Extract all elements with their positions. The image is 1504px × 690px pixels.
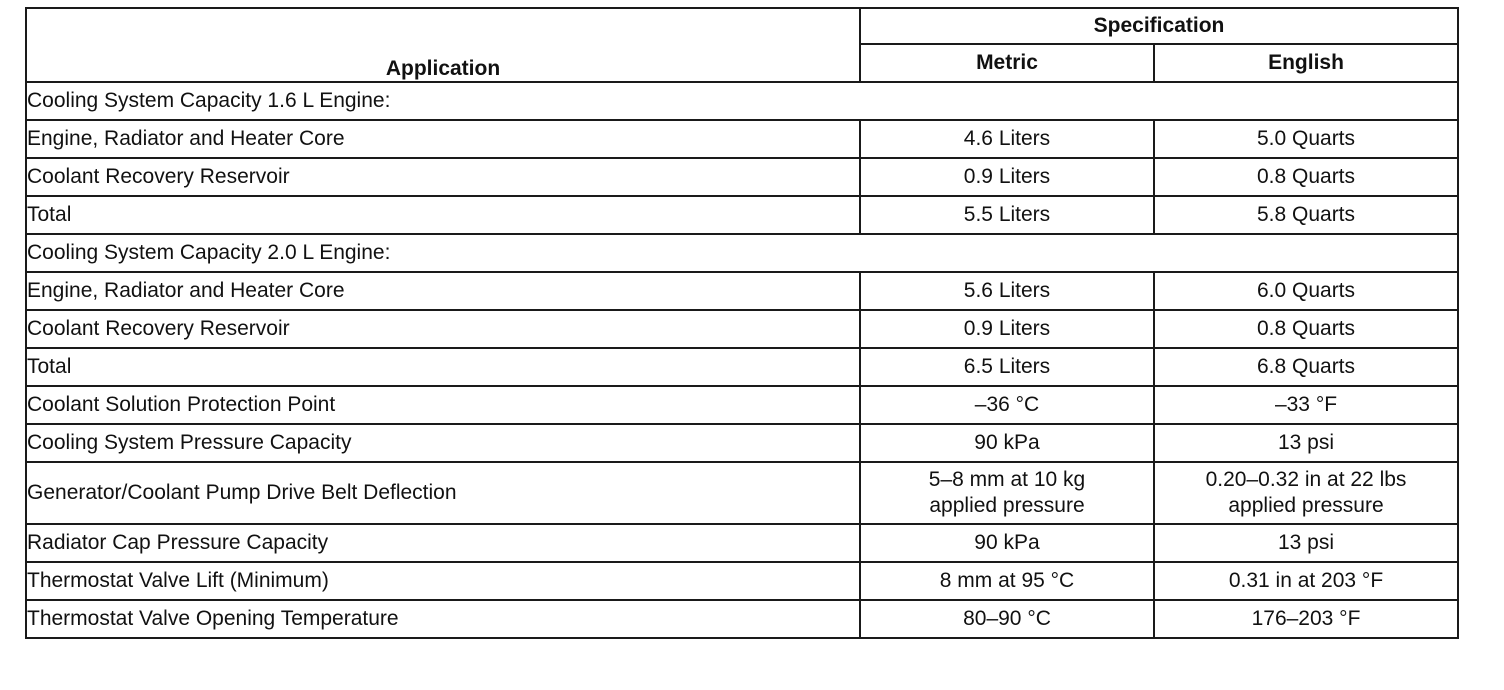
application-cell: Engine, Radiator and Heater Core [26, 120, 860, 158]
english-cell: 176–203 °F [1154, 600, 1458, 638]
table-row [26, 600, 1458, 638]
english-cell: –33 °F [1154, 386, 1458, 424]
table-row [26, 386, 1458, 424]
application-cell: Thermostat Valve Lift (Minimum) [26, 562, 860, 600]
table-row [26, 196, 1458, 234]
table-row [26, 462, 1458, 524]
metric-cell: 90 kPa [860, 424, 1154, 462]
english-cell: 0.8 Quarts [1154, 310, 1458, 348]
section-row [26, 234, 1458, 272]
english-line: applied pressure [1228, 494, 1384, 517]
metric-cell: –36 °C [860, 386, 1154, 424]
english-cell: 5.8 Quarts [1154, 196, 1458, 234]
metric-cell: 4.6 Liters [860, 120, 1154, 158]
metric-cell: 0.9 Liters [860, 310, 1154, 348]
table-row [26, 310, 1458, 348]
english-line: 0.20–0.32 in at 22 lbs [1205, 468, 1407, 491]
metric-header: Metric [860, 44, 1154, 82]
section-row [26, 82, 1458, 120]
metric-cell: 6.5 Liters [860, 348, 1154, 386]
english-cell: 13 psi [1154, 424, 1458, 462]
english-cell: 13 psi [1154, 524, 1458, 562]
metric-cell: 0.9 Liters [860, 158, 1154, 196]
metric-cell [860, 462, 1154, 524]
metric-cell: 90 kPa [860, 524, 1154, 562]
english-cell: 6.8 Quarts [1154, 348, 1458, 386]
section-label: Cooling System Capacity 2.0 L Engine: [26, 234, 1458, 272]
application-cell: Generator/Coolant Pump Drive Belt Deflection [26, 462, 860, 524]
metric-cell: 5.6 Liters [860, 272, 1154, 310]
application-cell: Coolant Solution Protection Point [26, 386, 860, 424]
application-cell: Coolant Recovery Reservoir [26, 158, 860, 196]
application-cell: Engine, Radiator and Heater Core [26, 272, 860, 310]
english-cell [1154, 462, 1458, 524]
specification-header: Specification [860, 8, 1458, 44]
english-cell: 0.8 Quarts [1154, 158, 1458, 196]
application-header: Application [26, 8, 860, 82]
english-cell: 5.0 Quarts [1154, 120, 1458, 158]
table-row [26, 524, 1458, 562]
application-cell: Coolant Recovery Reservoir [26, 310, 860, 348]
application-cell: Total [26, 196, 860, 234]
english-cell: 6.0 Quarts [1154, 272, 1458, 310]
specification-table [25, 7, 1459, 639]
metric-cell: 80–90 °C [860, 600, 1154, 638]
table-row [26, 424, 1458, 462]
application-cell: Cooling System Pressure Capacity [26, 424, 860, 462]
application-cell: Total [26, 348, 860, 386]
header-row-top [26, 8, 1458, 44]
metric-line: 5–8 mm at 10 kg [928, 468, 1086, 491]
table-row [26, 272, 1458, 310]
application-cell: Radiator Cap Pressure Capacity [26, 524, 860, 562]
metric-line: applied pressure [929, 494, 1085, 517]
section-label: Cooling System Capacity 1.6 L Engine: [26, 82, 1458, 120]
application-cell: Thermostat Valve Opening Temperature [26, 600, 860, 638]
table-row [26, 120, 1458, 158]
metric-cell: 8 mm at 95 °C [860, 562, 1154, 600]
table-row [26, 158, 1458, 196]
table-row [26, 348, 1458, 386]
metric-cell: 5.5 Liters [860, 196, 1154, 234]
table-row [26, 562, 1458, 600]
english-cell: 0.31 in at 203 °F [1154, 562, 1458, 600]
english-header: English [1154, 44, 1458, 82]
